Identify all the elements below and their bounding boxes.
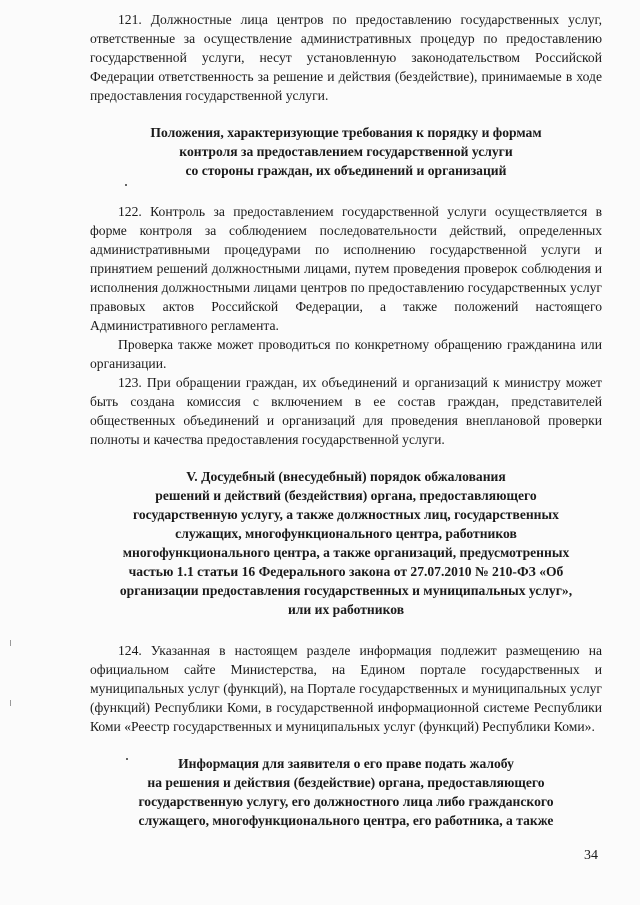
heading-line: частью 1.1 статьи 16 Федерального закона от 27.07.2010 № 210-ФЗ «Об (128, 564, 564, 579)
heading-line: Положения, характеризующие требования к порядку и формам (150, 125, 542, 140)
heading-line: организации предоставления государственных и муниципальных услуг», (119, 583, 573, 598)
heading-line: Информация для заявителя о его праве подать жалобу (178, 756, 514, 771)
page-number: 34 (584, 848, 598, 863)
heading-line: многофункционального центра, а также организаций, предусмотренных (122, 545, 570, 560)
paragraph-124: 124. Указанная в настоящем разделе информация подлежит размещению на официальном сайте Министерства, на Едином портале государственных и муниципальных услуг (функций), на Портале государственных и муниципальных услуг (функций) Республики Коми, в государственной информационной системе Республики Коми «Реестр государственных и муниципальных услуг (функций) Республики Коми». (90, 643, 602, 734)
section-heading-v (90, 467, 602, 619)
heading-line: государственную услугу, его должностного лица либо гражданского (138, 794, 554, 809)
scan-edge-mark (10, 700, 11, 706)
heading-line: служащего, многофункционального центра, его работника, а также (138, 813, 554, 828)
heading-line: служащих, многофункционального центра, работников (175, 526, 517, 541)
document-body (90, 10, 602, 830)
scan-edge-mark (10, 640, 11, 646)
scan-speck (125, 184, 127, 186)
heading-line: решений и действий (бездействия) органа, предоставляющего (155, 488, 537, 503)
heading-line: или их работников (287, 602, 405, 617)
scan-speck (126, 758, 128, 760)
section-heading-info (90, 754, 602, 830)
heading-line: на решения и действия (бездействие) органа, предоставляющего (147, 775, 545, 790)
heading-line: V. Досудебный (внесудебный) порядок обжалования (186, 469, 506, 484)
paragraph-122-inspection: Проверка также может проводиться по конкретному обращению гражданина или организации. (90, 337, 602, 371)
paragraph-121: 121. Должностные лица центров по предоставлению государственных услуг, ответственные за осуществление административных процедур по предоставлению государственной услуги, несут установленную законодательством Российской Федерации ответственность за решение и действия (бездействие), принимаемые в ходе предоставления государственной услуги. (90, 12, 602, 103)
heading-line: контроля за предоставлением государственной услуги (179, 144, 513, 159)
heading-line: со стороны граждан, их объединений и организаций (185, 163, 507, 178)
section-heading-control (90, 123, 602, 180)
heading-line: государственную услугу, а также должностных лиц, государственных (133, 507, 559, 522)
paragraph-122: 122. Контроль за предоставлением государственной услуги осуществляется в форме контроля за соблюдением последовательности действий, определенных административными процедурами по исполнению государственной услуги и принятием решений должностными лицами, путем проведения проверок соблюдения и исполнения должностными лицами центров по предоставлению государственных услуг правовых актов Российской Федерации, а также положений настоящего Административного регламента. (90, 204, 602, 333)
paragraph-123: 123. При обращении граждан, их объединений и организаций к министру может быть создана комиссия с включением в ее состав граждан, представителей общественных объединений и организаций для проведения внеплановой проверки полноты и качества предоставления государственной услуги. (90, 375, 602, 447)
